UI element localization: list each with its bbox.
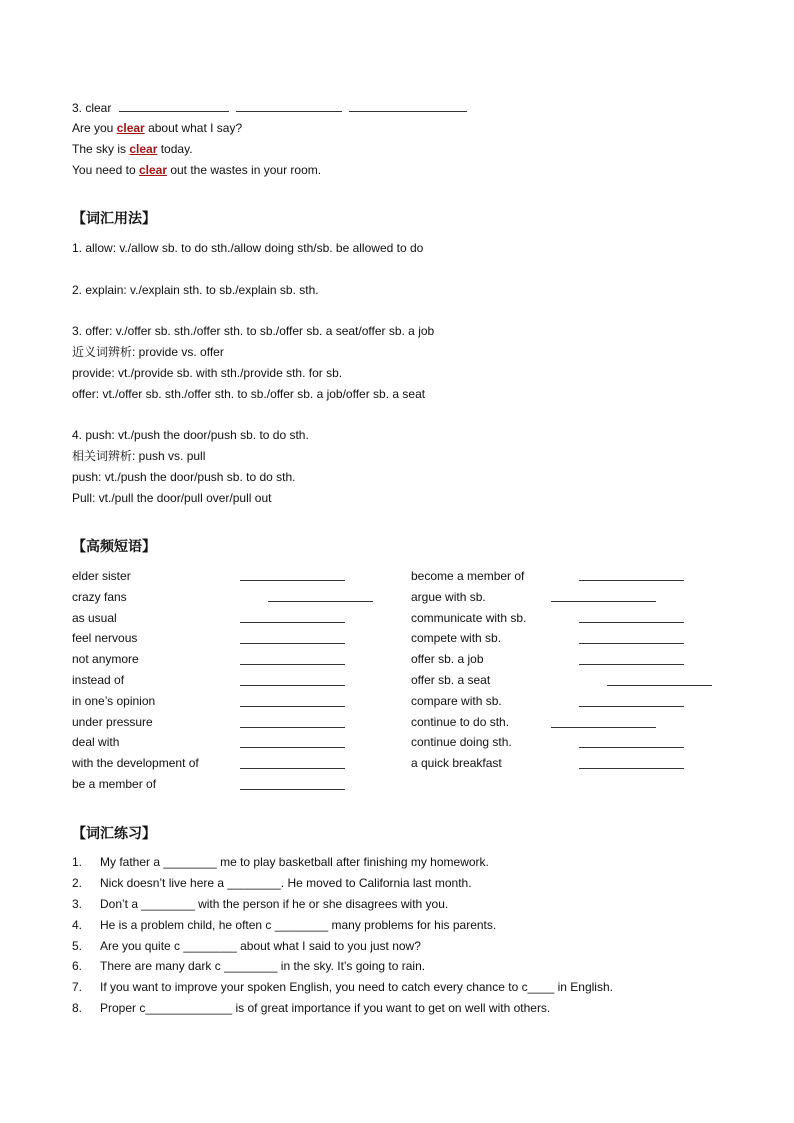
phrase-blank — [240, 664, 345, 665]
sentence-text: today. — [157, 142, 193, 156]
phrase-item: continue to do sth. — [411, 715, 510, 729]
exercise-number: 4. — [72, 918, 83, 932]
phrase-blank — [579, 747, 684, 748]
phrase-item: compare with sb. — [411, 694, 502, 708]
phrase-item: argue with sb. — [411, 590, 486, 604]
usage-line: 3. offer: v./offer sb. sth./offer sth. to sb./offer sb. a seat/offer sb. a job — [72, 324, 435, 338]
exercise-sentence: He is a problem child, he often c ________ many problems for his parents. — [100, 918, 497, 932]
phrase-item: with the development of — [72, 756, 199, 770]
sentence-text: out the wastes in your room. — [167, 163, 322, 177]
phrase-blank — [240, 685, 345, 686]
phrases-heading: 【高频短语】 — [72, 538, 156, 554]
exercise-number: 3. — [72, 897, 83, 911]
phrase-blank — [240, 727, 345, 728]
sentence-text: Are you — [72, 121, 117, 135]
usage-line: 1. allow: v./allow sb. to do sth./allow doing sth/sb. be allowed to do — [72, 241, 424, 255]
example-sentence — [72, 141, 193, 157]
keyword: clear — [116, 121, 145, 135]
phrase-item: feel nervous — [72, 631, 138, 645]
exercise-number: 5. — [72, 939, 83, 953]
phrase-item: elder sister — [72, 569, 131, 583]
phrase-blank — [240, 789, 345, 790]
phrase-blank — [551, 601, 656, 602]
phrase-blank — [579, 768, 684, 769]
phrase-blank — [607, 685, 712, 686]
phrase-blank — [579, 706, 684, 707]
phrase-blank — [240, 643, 345, 644]
usage-line: Pull: vt./pull the door/pull over/pull out — [72, 491, 272, 505]
usage-line: push: vt./push the door/push sb. to do sth. — [72, 470, 296, 484]
phrase-item: communicate with sb. — [411, 611, 527, 625]
phrase-blank — [240, 747, 345, 748]
usage-line: 近义词辨析: provide vs. offer — [72, 345, 224, 359]
phrase-blank — [579, 580, 684, 581]
exercise-sentence: There are many dark c ________ in the sky. It’s going to rain. — [100, 959, 426, 973]
exercise-heading: 【词汇练习】 — [72, 825, 156, 841]
exercise-sentence: Don’t a ________ with the person if he or she disagrees with you. — [100, 897, 449, 911]
exercise-number: 7. — [72, 980, 83, 994]
usage-line: offer: vt./offer sb. sth./offer sth. to sb./offer sb. a job/offer sb. a seat — [72, 387, 426, 401]
phrase-item: not anymore — [72, 652, 139, 666]
phrase-blank — [579, 643, 684, 644]
sentence-text: The sky is — [72, 142, 130, 156]
exercise-number: 6. — [72, 959, 83, 973]
phrase-blank — [240, 706, 345, 707]
exercise-number: 1. — [72, 855, 83, 869]
phrase-item: deal with — [72, 735, 120, 749]
phrase-blank — [240, 768, 345, 769]
phrase-item: instead of — [72, 673, 125, 687]
phrase-blank — [579, 622, 684, 623]
answer-blank-2 — [236, 99, 342, 112]
exercise-sentence: My father a ________ me to play basketball after finishing my homework. — [100, 855, 489, 869]
keyword: clear — [138, 163, 167, 177]
answer-blank-1 — [119, 99, 229, 112]
phrase-item: offer sb. a seat — [411, 673, 491, 687]
phrase-item: compete with sb. — [411, 631, 502, 645]
example-sentence — [72, 162, 321, 178]
exercise-sentence: Proper c_____________ is of great importance if you want to get on well with others. — [100, 1001, 551, 1015]
answer-blank-3 — [349, 99, 467, 112]
phrase-blank — [268, 601, 373, 602]
exercise-number: 8. — [72, 1001, 83, 1015]
usage-line: 4. push: vt./push the door/push sb. to do sth. — [72, 428, 309, 442]
sentence-text: about what I say? — [144, 121, 243, 135]
exercise-sentence: Are you quite c ________ about what I said to you just now? — [100, 939, 421, 953]
phrase-blank — [240, 622, 345, 623]
exercise-sentence: If you want to improve your spoken English, you need to catch every chance to c____ in English. — [100, 980, 613, 994]
clear-entry — [72, 99, 467, 116]
phrase-blank — [240, 580, 345, 581]
phrase-item: a quick breakfast — [411, 756, 502, 770]
phrase-item: be a member of — [72, 777, 157, 791]
phrase-item: under pressure — [72, 715, 153, 729]
clear-label: 3. clear — [72, 101, 112, 115]
phrase-item: continue doing sth. — [411, 735, 512, 749]
exercise-sentence: Nick doesn’t live here a ________. He moved to California last month. — [100, 876, 472, 890]
phrase-item: in one’s opinion — [72, 694, 156, 708]
exercise-number: 2. — [72, 876, 83, 890]
phrase-blank — [579, 664, 684, 665]
phrase-item: offer sb. a job — [411, 652, 484, 666]
example-sentence — [72, 120, 242, 136]
usage-heading: 【词汇用法】 — [72, 210, 156, 226]
phrase-item: become a member of — [411, 569, 525, 583]
sentence-text: You need to — [72, 163, 139, 177]
phrase-blank — [551, 727, 656, 728]
phrase-item: crazy fans — [72, 590, 127, 604]
usage-line: provide: vt./provide sb. with sth./provide sth. for sb. — [72, 366, 343, 380]
usage-line: 2. explain: v./explain sth. to sb./explain sb. sth. — [72, 283, 319, 297]
usage-line: 相关词辨析: push vs. pull — [72, 449, 206, 463]
keyword: clear — [129, 142, 158, 156]
phrase-item: as usual — [72, 611, 117, 625]
